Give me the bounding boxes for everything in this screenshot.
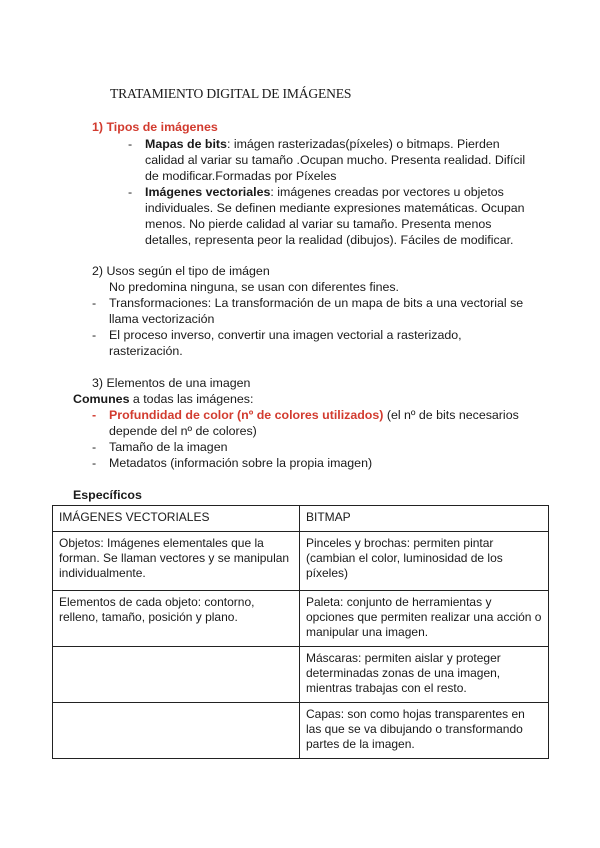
table-row [53, 703, 549, 759]
vectors-line-1 [145, 184, 504, 200]
table-cell: Máscaras: permiten aislar y proteger determinadas zonas de una imagen, mientras trabajas con el resto. [300, 647, 549, 703]
section3-item2: Tamaño de la imagen [109, 440, 228, 454]
table-cell: Paleta: conjunto de herramientas y opciones que permiten realizar una acción o manipular una imagen. [300, 591, 549, 647]
section3-item1-line1 [109, 407, 519, 423]
section1-heading: 1) Tipos de imágenes [92, 120, 218, 134]
table-cell: Pinceles y brochas: permiten pintar (cambian el color, luminosidad de los píxeles) [300, 532, 549, 591]
section2-line1: No predomina ninguna, se usan con diferentes fines. [109, 280, 399, 294]
section2-item1-line1: Transformaciones: La transformación de un mapa de bits a una vectorial se [109, 296, 524, 310]
especificos-heading: Específicos [73, 488, 142, 502]
table-row [53, 591, 549, 647]
table-cell: Capas: son como hojas transparentes en las que se va dibujando o transformando partes de la imagen. [300, 703, 549, 759]
bullet-dash: - [92, 440, 97, 454]
bullet-dash: - [128, 185, 133, 199]
comparison-table [52, 505, 549, 759]
bitmaps-text: : imágen rasterizadas(píxeles) o bitmaps. Pierden [226, 137, 500, 151]
vectors-text: : imágenes creadas por vectores u objetos [270, 185, 504, 199]
comunes-line [73, 391, 253, 407]
profundidad-color: Profundidad de color (nº de colores utilizados) [109, 408, 384, 422]
bullet-dash: - [128, 137, 133, 151]
table-cell [53, 647, 300, 703]
section2-heading: 2) Usos según el tipo de imágen [92, 264, 270, 278]
table-cell: Elementos de cada objeto: contorno, relleno, tamaño, posición y plano. [53, 591, 300, 647]
vectors-line-3: menos. No pierde calidad al variar su tamaño. Presenta menos [145, 217, 492, 231]
bullet-dash: - [92, 296, 97, 310]
section2-item2-line1: El proceso inverso, convertir una imagen vectorial a rasterizado, [109, 328, 462, 342]
table-cell [53, 703, 300, 759]
bullet-dash: - [92, 456, 97, 470]
item1-rest: (el nº de bits necesarios [383, 408, 519, 422]
vectors-line-4: detalles, representa peor la realidad (dibujos). Fáciles de modificar. [145, 233, 514, 247]
header-bitmap: BITMAP [300, 506, 549, 532]
bullet-dash: - [92, 328, 97, 342]
table-row [53, 532, 549, 591]
table-header-row [53, 506, 549, 532]
comunes-rest: a todas las imágenes: [129, 392, 254, 406]
bitmaps-line-3: de modificar.Formadas por Píxeles [145, 169, 337, 183]
vectors-term: Imágenes vectoriales [145, 185, 271, 199]
section2-item1-line2: llama vectorización [109, 312, 215, 326]
table-row [53, 647, 549, 703]
section3-item1-line2: depende del nº de colores) [109, 424, 257, 438]
bitmaps-line-2: calidad al variar su tamaño .Ocupan mucho. Presenta realidad. Difícil [145, 153, 526, 167]
page-title: TRATAMIENTO DIGITAL DE IMÁGENES [110, 86, 352, 101]
section2-item2-line2: rasterización. [109, 344, 183, 358]
section3-heading: 3) Elementos de una imagen [92, 376, 251, 390]
table-cell: Objetos: Imágenes elementales que la forman. Se llaman vectores y se manipulan individualmente. [53, 532, 300, 591]
bitmaps-term: Mapas de bits [145, 137, 227, 151]
bullet-dash: - [92, 408, 97, 422]
comunes-bold: Comunes [73, 392, 130, 406]
section3-item3: Metadatos (información sobre la propia imagen) [109, 456, 373, 470]
vectors-line-2: individuales. Se definen mediante expresiones matemáticas. Ocupan [145, 201, 525, 215]
header-vectoriales: IMÁGENES VECTORIALES [53, 506, 300, 532]
bitmaps-line-1 [145, 136, 500, 152]
